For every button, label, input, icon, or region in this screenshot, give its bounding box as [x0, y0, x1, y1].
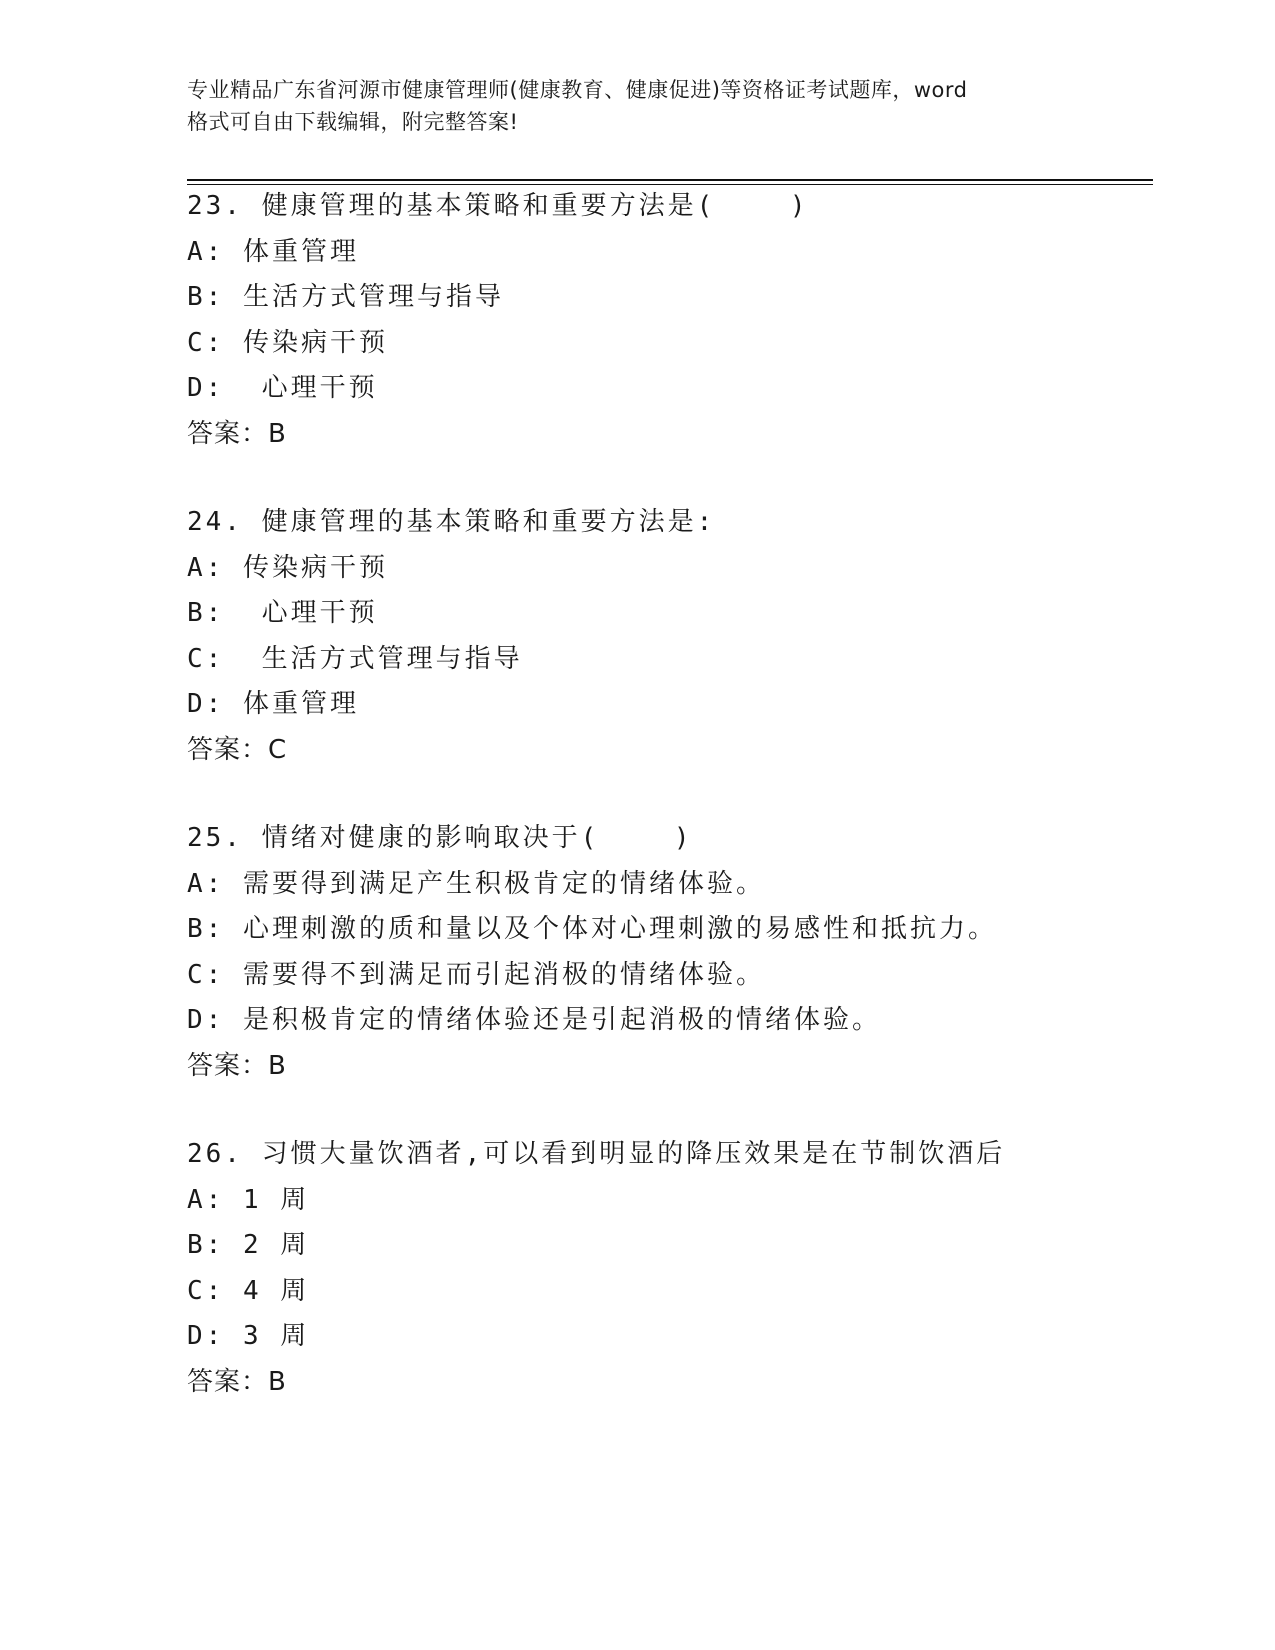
option-a: A: 需要得到满足产生积极肯定的情绪体验。	[187, 868, 765, 899]
question-stem: 24. 健康管理的基本策略和重要方法是:	[187, 507, 716, 537]
option-a: A: 传染病干预	[187, 552, 388, 583]
question-block-24	[187, 500, 1147, 773]
question-block-25	[187, 816, 1147, 1089]
answer: 答案：B	[187, 418, 287, 449]
answer: 答案：B	[187, 1050, 287, 1081]
header-divider-thick	[187, 179, 1153, 181]
question-block-26	[187, 1132, 1147, 1405]
option-b: B: 2 周	[187, 1230, 310, 1260]
option-c: C: 生活方式管理与指导	[187, 643, 523, 674]
option-a: A: 体重管理	[187, 236, 359, 267]
option-d: D: 心理干预	[187, 373, 378, 403]
header-line-2: 格式可自由下载编辑，附完整答案!	[187, 110, 519, 134]
question-stem: 23. 健康管理的基本策略和重要方法是( )	[187, 191, 809, 221]
question-stem: 26. 习惯大量饮酒者,可以看到明显的降压效果是在节制饮酒后	[187, 1139, 1006, 1169]
question-stem: 25. 情绪对健康的影响取决于( )	[187, 823, 693, 853]
option-d: D: 3 周	[187, 1321, 310, 1351]
option-d: D: 是积极肯定的情绪体验还是引起消极的情绪体验。	[187, 1005, 881, 1035]
header-line-1: 专业精品广东省河源市健康管理师(健康教育、健康促进)等资格证考试题库，word	[187, 78, 968, 102]
option-b: B: 心理刺激的质和量以及个体对心理刺激的易感性和抵抗力。	[187, 914, 997, 944]
question-block-23	[187, 184, 1147, 457]
option-c: C: 传染病干预	[187, 327, 388, 358]
answer: 答案：C	[187, 734, 288, 765]
option-d: D: 体重管理	[187, 689, 359, 719]
option-c: C: 4 周	[187, 1275, 310, 1306]
answer: 答案：B	[187, 1366, 287, 1397]
option-a: A: 1 周	[187, 1184, 310, 1215]
document-header	[187, 74, 1087, 138]
option-b: B: 心理干预	[187, 598, 378, 628]
option-c: C: 需要得不到满足而引起消极的情绪体验。	[187, 959, 765, 990]
option-b: B: 生活方式管理与指导	[187, 282, 504, 312]
